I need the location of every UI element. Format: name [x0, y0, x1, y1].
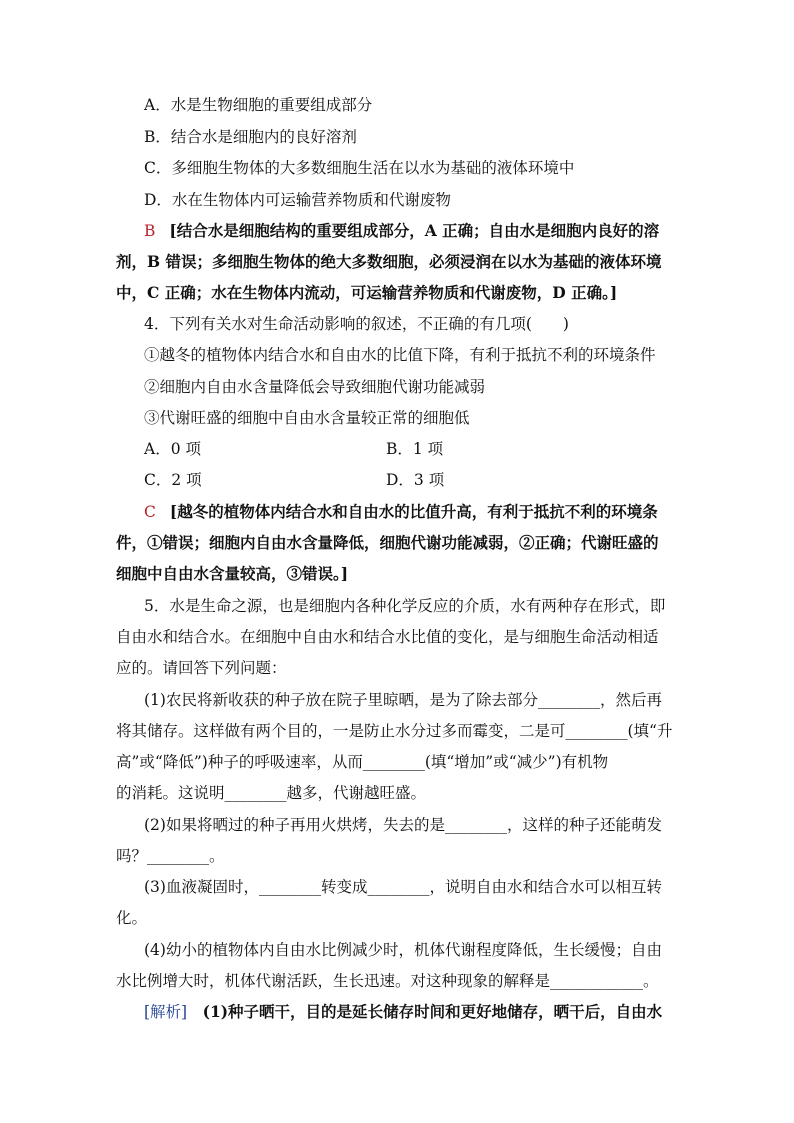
q4-option-a: A．0 项	[144, 440, 201, 458]
q5-part2-line-1: (2)如果将晒过的种子再用火烘烤，失去的是________，这样的种子还能萌发	[144, 816, 662, 834]
q5-part2-line-2: 吗？________。	[116, 847, 225, 865]
q4-item-3: ③代谢旺盛的细胞中自由水含量较正常的细胞低	[144, 409, 470, 427]
q3-answer-line-1: B [结合水是细胞结构的重要组成部分，A 正确；自由水是细胞内良好的溶	[144, 221, 660, 240]
q5-part1-line-1: (1)农民将新收获的种子放在院子里晾晒，是为了除去部分________，然后再	[144, 691, 662, 709]
q3-option-a: A．水是生物细胞的重要组成部分	[144, 96, 373, 114]
q5-part3-line-1: (3)血液凝固时，________转变成________，说明自由水和结合水可以相互转	[144, 878, 662, 896]
q5-part4-line-1: (4)幼小的植物体内自由水比例减少时，机体代谢程度降低，生长缓慢；自由	[144, 941, 662, 959]
q4-stem: 4．下列有关水对生命活动影响的叙述，不正确的有几项( )	[144, 315, 569, 333]
q4-answer-line-3: 细胞中自由水含量较高，③错误。]	[116, 564, 349, 583]
q3-option-d: D．水在生物体内可运输营养物质和代谢废物	[144, 191, 451, 209]
analysis-line-1: [解析] (1)种子晒干，目的是延长储存时间和更好地储存，晒干后，自由水	[144, 1002, 663, 1021]
q5-part4-line-2: 水比例增大时，机体代谢活跃，生长迅速。对这种现象的解释是____________。	[116, 972, 659, 990]
q4-option-b: B．1 项	[386, 440, 444, 458]
q4-answer-letter: C	[144, 503, 156, 521]
q5-part1-line-4: 的消耗。这说明________越多，代谢越旺盛。	[116, 784, 427, 802]
q4-answer-line-1: C [越冬的植物体内结合水和自由水的比值升高，有利于抵抗不利的环境条	[144, 502, 658, 521]
q3-option-c: C．多细胞生物体的大多数细胞生活在以水为基础的液体环境中	[144, 159, 575, 177]
q3-option-b: B．结合水是细胞内的良好溶剂	[144, 128, 357, 146]
q5-stem-line-3: 应的。请回答下列问题：	[116, 659, 287, 677]
analysis-tag: [解析]	[144, 1003, 188, 1021]
q5-stem-line-1: 5．水是生命之源，也是细胞内各种化学反应的介质，水有两种存在形式，即	[144, 597, 666, 615]
q4-option-c: C．2 项	[144, 471, 202, 489]
q4-answer-line-2: 件，①错误；细胞内自由水含量降低，细胞代谢功能减弱，②正确；代谢旺盛的	[116, 533, 659, 552]
q5-stem-line-2: 自由水和结合水。在细胞中自由水和结合水比值的变化，是与细胞生命活动相适	[116, 628, 659, 646]
q5-part3-line-2: 化。	[116, 909, 148, 927]
q3-answer-line-2: 剂，B 错误；多细胞生物体的绝大多数细胞，必须浸润在以水为基础的液体环境	[116, 252, 662, 271]
q5-part1-line-3: 高”或“降低”)种子的呼吸速率，从而________(填“增加”或“减少”)有机物	[116, 753, 609, 771]
q3-answer-line-3: 中，C 正确；水在生物体内流动，可运输营养物质和代谢废物，D 正确。]	[116, 283, 618, 302]
q3-answer-letter: B	[144, 222, 156, 240]
q4-option-d: D．3 项	[386, 471, 445, 489]
q4-item-2: ②细胞内自由水含量降低会导致细胞代谢功能减弱	[144, 378, 486, 396]
q4-item-1: ①越冬的植物体内结合水和自由水的比值下降，有利于抵抗不利的环境条件	[144, 346, 656, 364]
q5-part1-line-2: 将其储存。这样做有两个目的，一是防止水分过多而霉变，二是可________(填“升	[116, 722, 673, 740]
